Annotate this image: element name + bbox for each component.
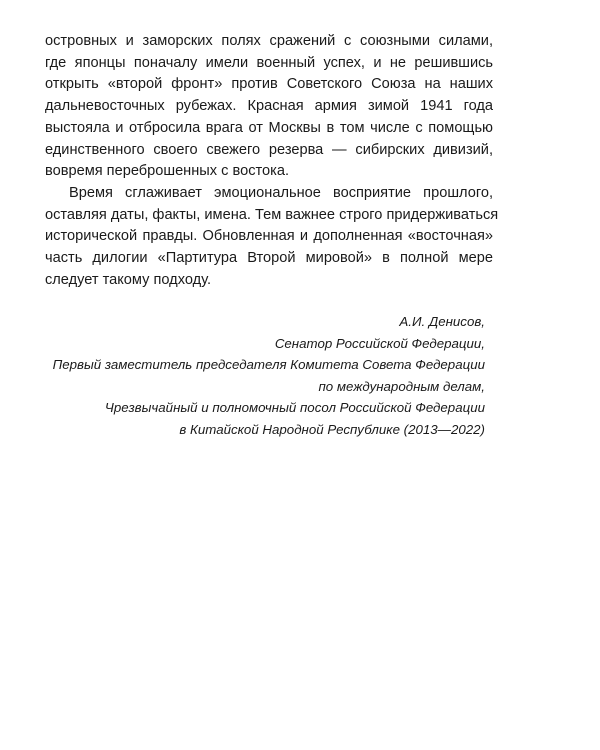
text-line: Время сглаживает эмоциональное восприятие прошлого, — [69, 184, 493, 201]
text-line: единственного своего свежего резерва — сибирских дивизий, — [45, 141, 493, 158]
text-line: исторической правды. Обновленная и дополненная «восточная» — [45, 228, 493, 245]
main-text — [45, 31, 499, 291]
text-line: оставляя даты, факты, имена. Тем важнее строго придерживаться — [45, 206, 499, 223]
text-line: следует такому подходу. — [45, 271, 212, 288]
paragraph-2 — [45, 183, 499, 292]
signature-name: А.И. Денисов, — [399, 314, 485, 329]
text-line: вовремя переброшенных с востока. — [45, 163, 290, 180]
text-line: островных и заморских полях сражений с союзными силами, — [45, 33, 493, 49]
text-line: часть дилогии «Партитура Второй мировой» в полной мере — [45, 250, 493, 267]
signature-title: в Китайской Народной Республике (2013—2022) — [179, 421, 485, 437]
signature-title: по международным делам, — [318, 378, 485, 394]
signature-title: Чрезвычайный и полномочный посол Российской Федерации — [104, 400, 485, 416]
signature-title: Сенатор Российской Федерации, — [274, 335, 485, 351]
text-line: открыть «второй фронт» против Советского Союза на наших — [45, 76, 493, 93]
text-line: дальневосточных рубежах. Красная армия зимой 1941 года — [45, 98, 493, 115]
text-line: где японцы поначалу имели военный успех, и не решившись — [45, 54, 493, 71]
text-line: выстояла и отбросила врага от Москвы в том числе с помощью — [45, 119, 493, 136]
paragraph-1 — [45, 31, 493, 183]
signature-block — [25, 311, 485, 441]
signature-title: Первый заместитель председателя Комитета Совета Федерации — [52, 357, 485, 373]
